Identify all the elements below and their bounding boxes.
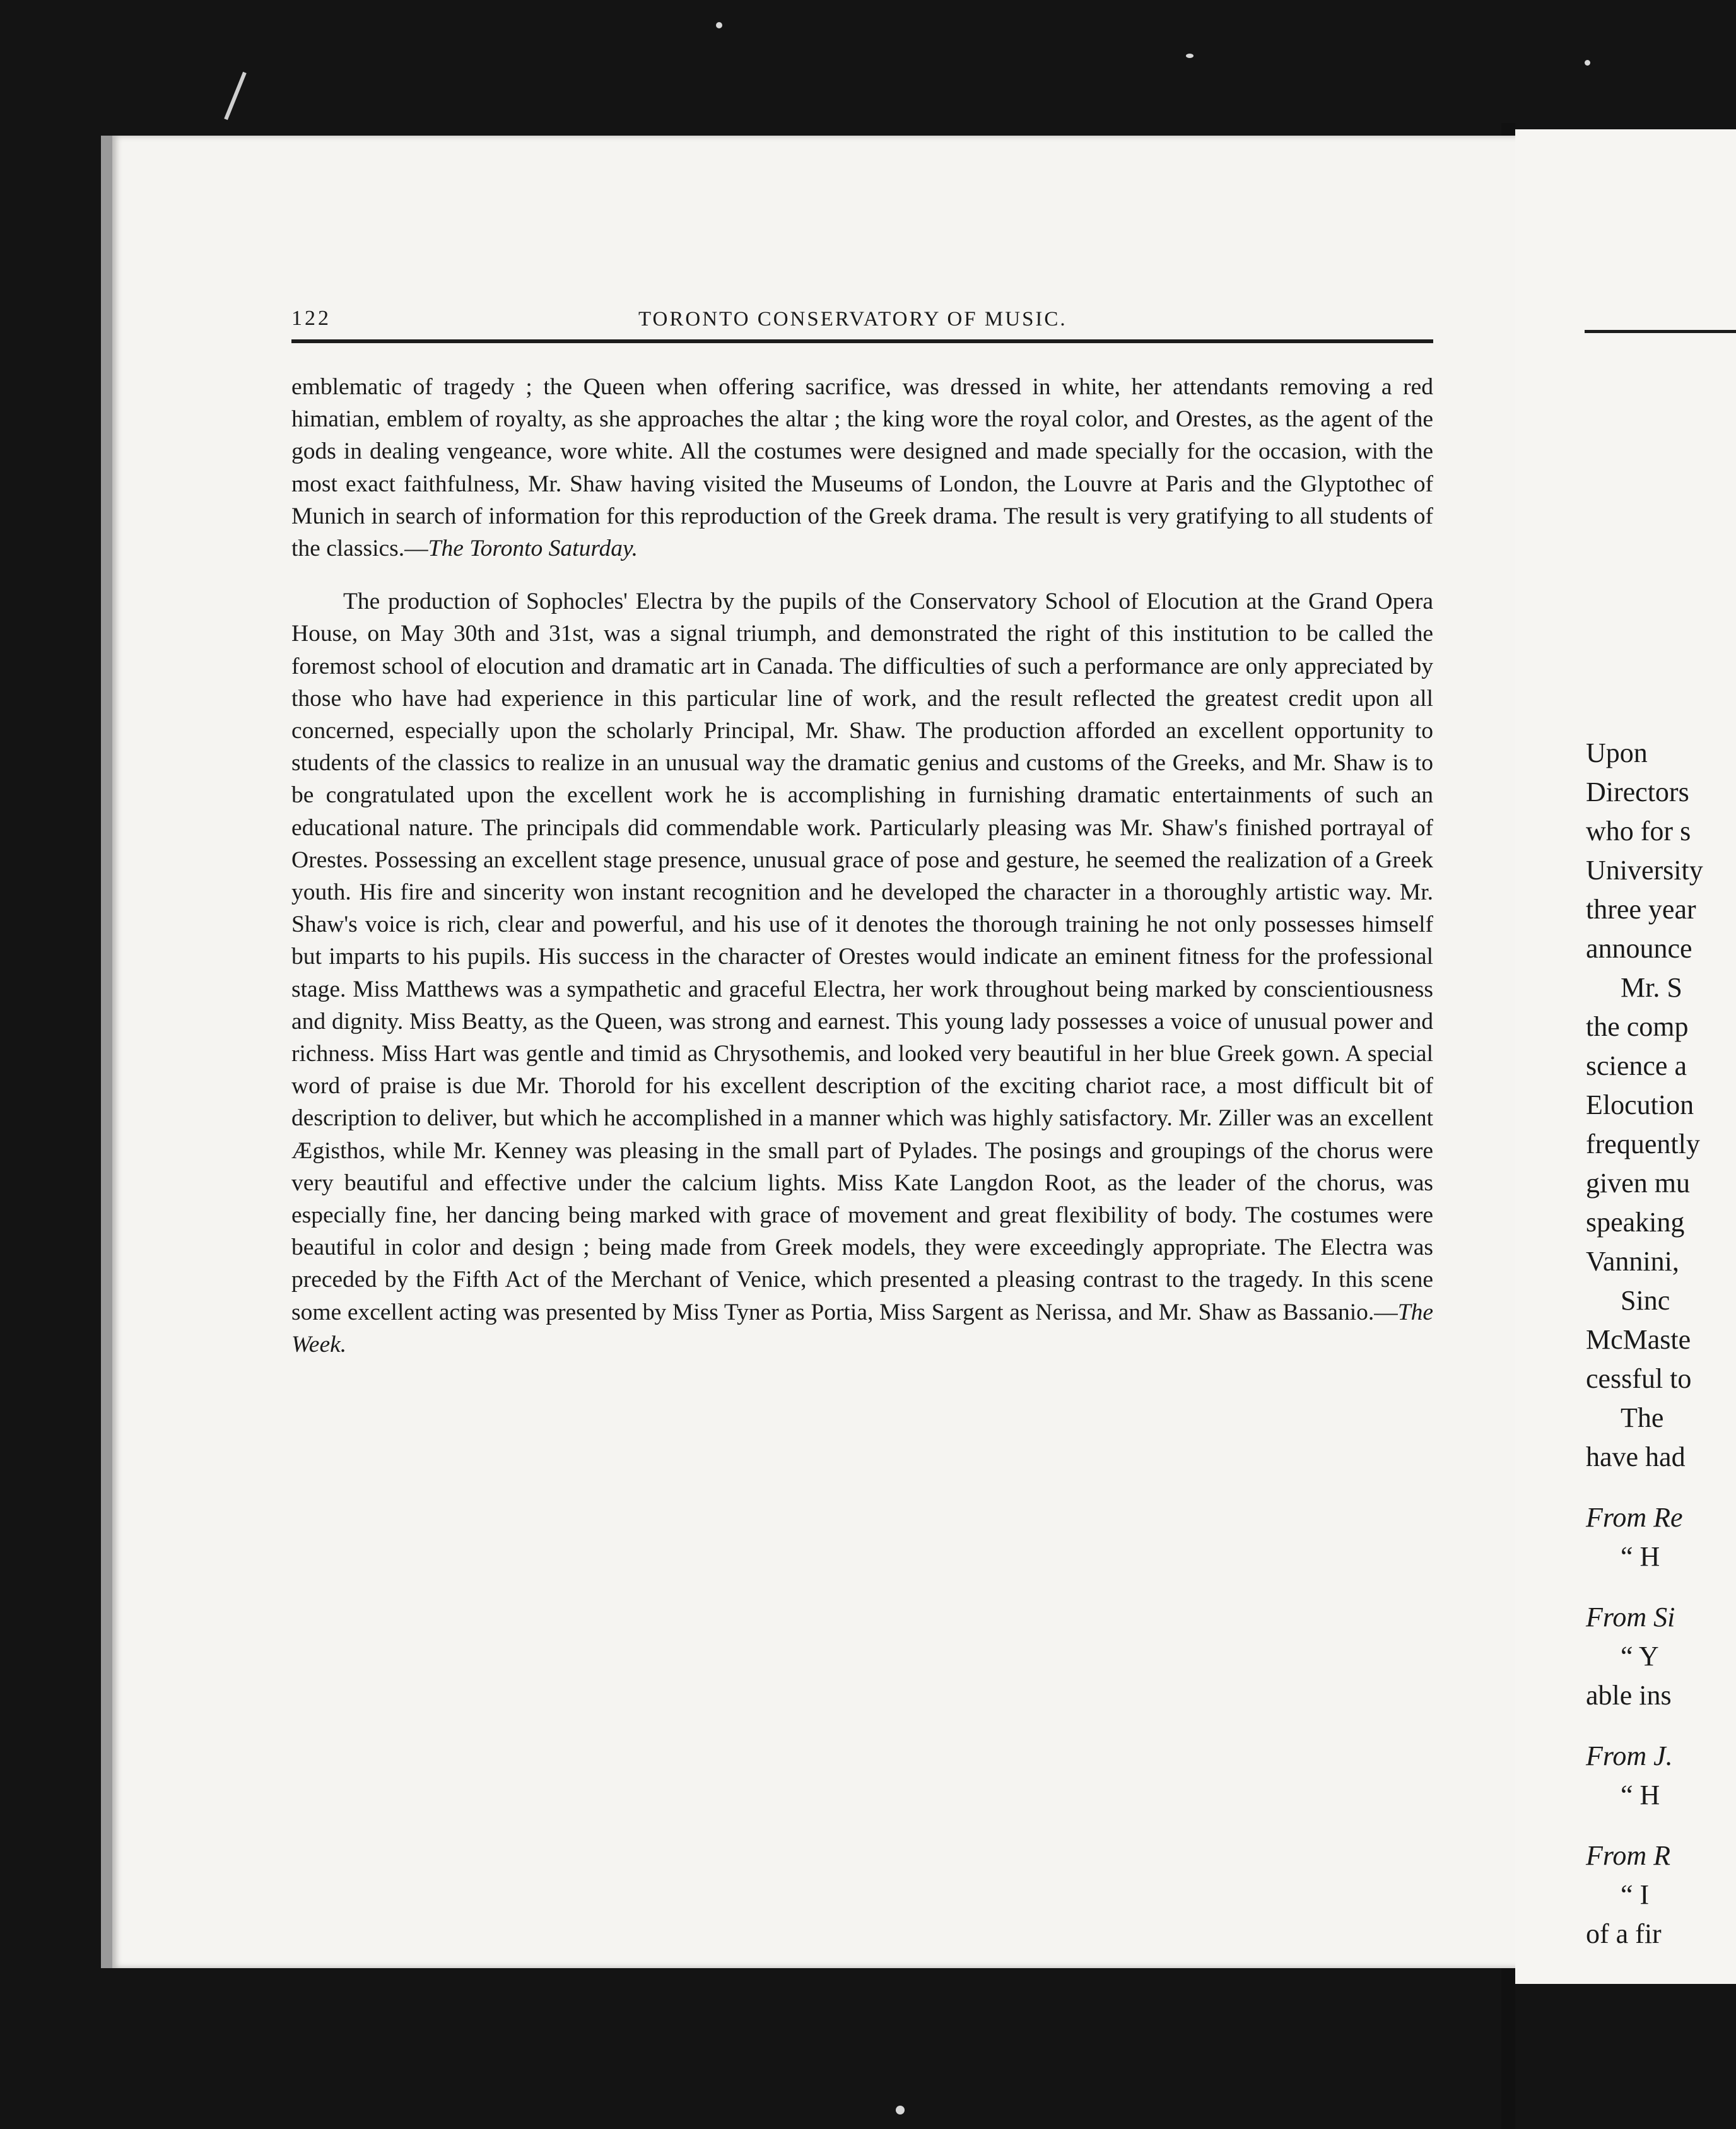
text-fragment: of a fir xyxy=(1586,1918,1662,1949)
text-fragment: From J. xyxy=(1586,1740,1673,1771)
page-number: 122 xyxy=(291,307,331,330)
text-fragment: science a xyxy=(1586,1050,1687,1081)
text-fragment: the comp xyxy=(1586,1011,1689,1042)
film-scratch xyxy=(224,72,247,120)
paragraph-2-text: The production of Sophocles' Electra by the pupils of the Conservatory School of Elocution at the Grand Opera House, on May 30th and 31st, was a signal triumph, and demonstrated the right of this institution to be called the foremost school of elocution and dramatic art in Canada. The difficulties of such a performance are only appreciated by those who have had experience in this particular line of work, and the result reflected the greatest credit upon all concerned, especially upon the scholarly Principal, Mr. Shaw. The production afforded an excellent opportunity to students of the classics to realize in an unusual way the dramatic genius and customs of the Greeks, and Mr. Shaw is to be congratulated upon the excellent work he is accomplishing in furnishing dramatic entertainments of such an educational nature. The principals did commendable work. Particularly pleasing was Mr. Shaw's finished portrayal of Orestes. Possessing an excellent stage presence, unusual grace of pose and gesture, he seemed the realization of a Greek youth. His fire and sincerity won instant recognition and he developed the character in a thoroughly artistic way. Mr. Shaw's voice is rich, clear and powerful, and his use of it denotes the thorough training he not only possesses himself but imparts to his pupils. His success in the character of Orestes would indicate an eminent fitness for the professional stage. Miss Matthews was a sympathetic and graceful Electra, her work throughout being marked by conscientiousness and dignity. Miss Beatty, as the Queen, was strong and earnest. This young lady possesses a voice of unusual power and richness. Miss Hart was gentle and timid as Chrysothemis, and looked very beautiful in her blue Greek gown. A special word of praise is due Mr. Thorold for his excellent description of the exciting chariot race, a most difficult bit of description to deliver, but which he accomplished in a manner which was highly satisfactory. Mr. Ziller was an excellent Ægisthos, while Mr. Kenney was pleasing in the small part of Pylades. The posings and groupings of the chorus were very beautiful and effective under the calcium lights. Miss Kate Langdon Root, as the leader of the chorus, was especially fine, her dancing being marked with grace of movement and great flexibility of body. The costumes were beautiful in color and design ; being made from Greek models, they were exceedingly appropriate. The Electra was preceded by the Fifth Act of the Merchant of Venice, which presented a pleasing contrast to the tragedy. In this scene some excellent acting was presented by Miss Tyner as Portia, Miss Sargent as Nerissa, and Mr. Shaw as Bassanio.— xyxy=(291,589,1433,1325)
article-body xyxy=(291,371,1433,1361)
text-fragment: frequently xyxy=(1586,1129,1700,1159)
running-head: TORONTO CONSERVATORY OF MUSIC. xyxy=(638,308,1067,331)
text-fragment: Directors xyxy=(1586,777,1689,807)
text-fragment: “ H xyxy=(1621,1541,1660,1572)
text-fragment: able ins xyxy=(1586,1680,1672,1711)
right-page xyxy=(1515,129,1736,1984)
film-speck xyxy=(896,2106,905,2114)
film-speck xyxy=(716,22,722,28)
header-rule xyxy=(1585,330,1736,333)
text-fragment: who for s xyxy=(1586,816,1691,847)
film-speck xyxy=(1585,60,1590,66)
right-page-text xyxy=(1586,734,1736,1954)
text-fragment: speaking xyxy=(1586,1207,1685,1238)
text-fragment: “ H xyxy=(1621,1780,1660,1810)
text-fragment: McMaste xyxy=(1586,1324,1691,1355)
page-header xyxy=(291,302,1433,343)
text-fragment: University xyxy=(1586,855,1703,886)
text-fragment: have had xyxy=(1586,1441,1686,1472)
text-fragment: From Si xyxy=(1586,1602,1675,1633)
paragraph-1-text: emblematic of tragedy ; the Queen when offering sacrifice, was dressed in white, her attendants removing a red himatian, emblem of royalty, as she approaches the altar ; the king wore the royal color, and Orestes, as the agent of the gods in dealing vengeance, wore white. All the costumes were designed and made specially for the occasion, with the most exact faithfulness, Mr. Shaw having visited the Museums of London, the Louvre at Paris and the Glyptothec of Munich in search of information for this reproduction of the Greek drama. The result is very gratifying to all students of the classics.— xyxy=(291,374,1433,562)
film-speck xyxy=(1186,54,1194,58)
text-fragment: Elocution xyxy=(1586,1089,1694,1120)
text-fragment: Upon xyxy=(1586,737,1648,768)
paragraph-2 xyxy=(291,585,1433,1361)
text-fragment: The xyxy=(1621,1402,1664,1433)
text-fragment: Vannini, xyxy=(1586,1246,1679,1277)
source-citation: The Week. xyxy=(291,1299,1433,1358)
text-fragment: cessful to xyxy=(1586,1363,1692,1394)
text-fragment: From Re xyxy=(1586,1502,1683,1533)
text-fragment: Mr. S xyxy=(1621,972,1682,1003)
paragraph-1 xyxy=(291,371,1433,565)
text-fragment: announce xyxy=(1586,933,1692,964)
text-fragment: Sinc xyxy=(1621,1285,1670,1316)
text-fragment: given mu xyxy=(1586,1168,1690,1199)
text-fragment: “ I xyxy=(1621,1879,1650,1910)
text-fragment: From R xyxy=(1586,1840,1671,1871)
text-fragment: three year xyxy=(1586,894,1696,925)
source-citation: The Toronto Saturday. xyxy=(428,536,638,562)
text-fragment: “ Y xyxy=(1621,1641,1659,1672)
